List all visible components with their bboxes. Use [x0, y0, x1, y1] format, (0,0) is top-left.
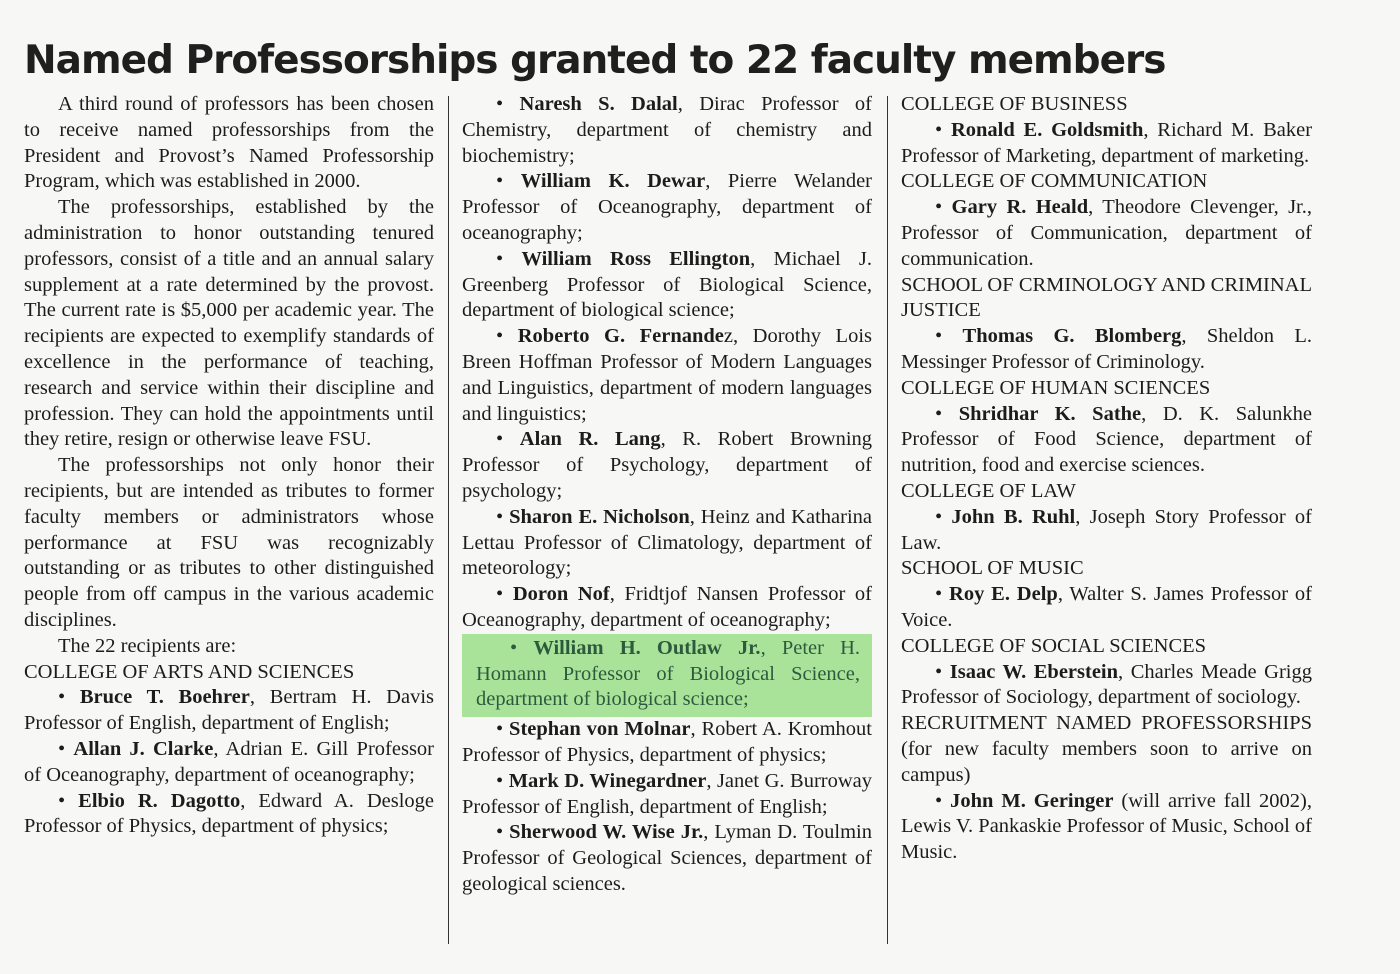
recipient-entry: [462, 247, 872, 324]
bullet: •: [58, 789, 66, 812]
article-headline: Named Professorships granted to 22 faculty members: [24, 38, 1166, 83]
bullet: •: [510, 636, 518, 659]
recipient-title: , Joseph Story Professor of Law.: [901, 505, 1312, 554]
column-divider: [887, 96, 888, 944]
recipient-title: , Fridtjof Nansen Professor of Oceanography, department of oceanography;: [462, 583, 872, 631]
intro-paragraph: The professorships, established by the administration to honor outstanding tenured professors, consist of a title and an annual salary supplement at a rate determined by the provost. The current rate is $5,000 per academic year. The recipients are expected to exemplify standards of excellence in the performance of teaching, research and service within their discipline and profession. They can hold the appointments until they retire, resign or otherwise leave FSU.: [24, 196, 434, 451]
recipient-title: , Michael J. Greenberg Professor of Biological Science, department of biological science;: [462, 247, 873, 322]
recipient-title: , Heinz and Katharina Lettau Professor of Climatology, department of meteorology;: [462, 505, 872, 580]
bullet: •: [496, 170, 504, 193]
bullet: •: [496, 505, 504, 528]
section-heading: COLLEGE OF HUMAN SCIENCES: [901, 376, 1211, 399]
bullet: •: [58, 686, 66, 709]
recipient-title: , Charles Meade Grigg Professor of Sociology, department of sociology.: [901, 660, 1313, 709]
recipient-name: Bruce T. Boehrer: [79, 686, 250, 709]
recipient-name: Elbio R. Dagotto: [78, 789, 241, 812]
recipient-entry: [24, 737, 434, 789]
recipient-name: Sharon E. Nicholson: [509, 505, 690, 528]
recipient-title: , Robert A. Kromhout Professor of Physics, department of physics;: [462, 718, 872, 766]
recipient-entry: [462, 427, 872, 504]
recipient-name: John B. Ruhl: [951, 505, 1076, 528]
recipient-name: Ronald E. Goldsmith: [950, 118, 1144, 141]
bullet: •: [935, 660, 943, 683]
recipient-entry: [901, 660, 1312, 712]
recipient-title: , Adrian E. Gill Professor of Oceanography, department of oceanography;: [24, 737, 434, 786]
recipient-entry: [901, 324, 1312, 376]
recipient-title: , Theodore Clevenger, Jr., Professor of Communication, department of communication.: [901, 196, 1312, 270]
bullet: •: [496, 718, 504, 741]
recipient-title: z, Dorothy Lois Breen Hoffman Professor of Modern Languages and Linguistics, department of modern languages and linguistics;: [462, 325, 872, 425]
bullet: •: [935, 505, 943, 528]
recipient-entry: [462, 582, 872, 634]
recipient-name: Doron Nof: [512, 583, 610, 606]
recipient-title: , D. K. Salunkhe Professor of Food Science, department of nutrition, food and exercise sciences.: [901, 402, 1312, 477]
recipient-title: , Peter H. Homann Professor of Biological Science, department of biological science;: [476, 636, 861, 711]
recipients-intro: The 22 recipients are:: [58, 634, 237, 657]
recipient-title: , Richard M. Baker Professor of Marketing, department of marketing.: [901, 118, 1313, 167]
bullet: •: [935, 402, 943, 425]
recipient-name: William Ross Ellington: [521, 247, 751, 270]
recipient-entry: [901, 582, 1312, 634]
section-heading: SCHOOL OF CRMINOLOGY AND CRIMINAL JUSTICE: [901, 273, 1312, 322]
recipient-title: (will arrive fall 2002), Lewis V. Pankaskie Professor of Music, School of Music.: [901, 789, 1312, 864]
recipient-name: Gary R. Heald: [951, 196, 1089, 219]
recipient-title: , Janet G. Burroway Professor of English, department of English;: [462, 769, 872, 818]
recipient-name: Sherwood W. Wise Jr.: [509, 821, 704, 844]
bullet: •: [496, 821, 504, 844]
section-heading: SCHOOL OF MUSIC: [901, 557, 1084, 580]
recipient-entry: [462, 769, 872, 821]
recipient-title: , Bertram H. Davis Professor of English, department of English;: [24, 686, 434, 735]
bullet: •: [496, 325, 504, 348]
recipient-title: , Lyman D. Toulmin Professor of Geological Sciences, department of geological sciences.: [462, 821, 873, 895]
recipient-entry: [462, 92, 872, 169]
recipient-name: Roberto G. Fernande: [517, 325, 724, 348]
recipient-name: Alan R. Lang: [519, 428, 661, 451]
recipient-title: , Edward A. Desloge Professor of Physics, department of physics;: [24, 789, 435, 838]
recipient-title: , Walter S. James Professor of Voice.: [901, 583, 1313, 631]
recipient-name: Allan J. Clarke: [73, 737, 214, 760]
intro-paragraph: A third round of professors has been chosen to receive named professorships from the President and Provost’s Named Professorship Program, which was established in 2000.: [24, 93, 434, 193]
recipient-entry: [901, 195, 1312, 272]
column-divider: [448, 96, 449, 944]
recipient-entry: [901, 789, 1312, 866]
bullet: •: [935, 118, 943, 141]
bullet: •: [935, 325, 943, 348]
recipient-entry: [24, 685, 434, 737]
section-heading: COLLEGE OF LAW: [901, 479, 1076, 502]
recipient-name: Naresh S. Dalal: [519, 93, 678, 115]
bullet: •: [935, 583, 943, 606]
bullet: •: [935, 196, 943, 219]
recipient-name: William H. Outlaw Jr.: [533, 636, 761, 659]
recipient-entry: [901, 402, 1312, 479]
highlighted-recipient-entry: [462, 634, 872, 717]
recipient-entry: [462, 717, 872, 769]
recipient-name: Shridhar K. Sathe: [958, 402, 1142, 425]
recipient-entry: [462, 169, 872, 246]
section-heading: COLLEGE OF COMMUNICATION: [901, 170, 1208, 193]
bullet: •: [58, 737, 66, 760]
bullet: •: [496, 769, 504, 792]
section-heading: RECRUITMENT NAMED PROFESSORSHIPS (for new faculty members soon to arrive on campus): [901, 712, 1312, 786]
recipient-name: William K. Dewar: [520, 170, 706, 193]
recipient-title: , Dirac Professor of Chemistry, department of chemistry and biochemistry;: [462, 93, 872, 167]
section-heading: COLLEGE OF ARTS AND SCIENCES: [24, 660, 355, 683]
recipient-name: John M. Geringer: [950, 789, 1114, 812]
section-heading: COLLEGE OF BUSINESS: [901, 93, 1128, 115]
bullet: •: [496, 93, 504, 115]
recipient-entry: [462, 324, 872, 427]
recipient-name: Roy E. Delp: [949, 583, 1058, 606]
recipient-entry: [24, 789, 434, 841]
bullet: •: [496, 583, 504, 606]
recipient-title: , Pierre Welander Professor of Oceanography, department of oceanography;: [462, 170, 872, 244]
recipient-name: Thomas G. Blomberg: [962, 325, 1182, 348]
article-column-2: [462, 92, 872, 898]
article-column-3: [901, 92, 1312, 866]
intro-paragraph: The professorships not only honor their recipients, but are intended as tributes to former faculty members or administrators whose performance at FSU was recognizably outstanding or as tributes to other distinguished people from off campus in the various academic disciplines.: [24, 454, 434, 631]
recipient-entry: [901, 505, 1312, 557]
recipient-title: , R. Robert Browning Professor of Psychology, department of psychology;: [462, 428, 873, 502]
recipient-name: Isaac W. Eberstein: [949, 660, 1119, 683]
bullet: •: [496, 247, 504, 270]
recipient-name: Mark D. Winegardner: [508, 769, 707, 792]
bullet: •: [935, 789, 943, 812]
recipient-entry: [462, 820, 872, 897]
recipient-name: Stephan von Molnar: [509, 718, 691, 741]
recipient-title: , Sheldon L. Messinger Professor of Criminology.: [901, 325, 1313, 373]
article-column-1: [24, 92, 434, 840]
bullet: •: [496, 428, 504, 451]
section-heading: COLLEGE OF SOCIAL SCIENCES: [901, 634, 1207, 657]
recipient-entry: [462, 505, 872, 582]
recipient-entry: [901, 118, 1312, 170]
